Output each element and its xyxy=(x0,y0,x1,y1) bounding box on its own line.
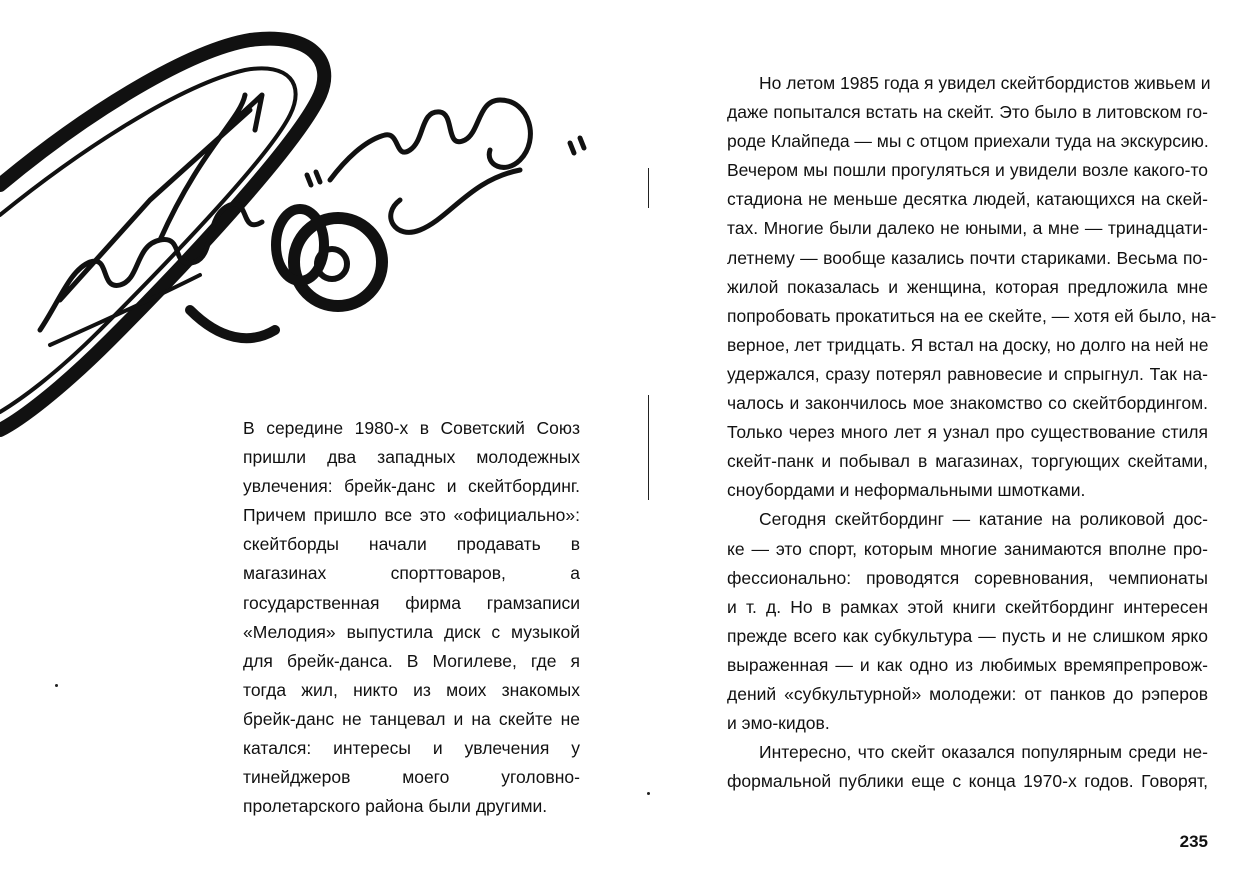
right-text-line: фессионально: проводятся соревнования, чемпионаты xyxy=(727,567,1208,588)
right-text-line: сноубордами и неформальными шмотками. xyxy=(727,480,1086,501)
right-text-line: Только через много лет я узнал про существование стиля xyxy=(727,422,1208,443)
right-text-line: скейт-панк и побывал в магазинах, торгующих скейтами, xyxy=(727,451,1208,472)
print-speck xyxy=(647,792,650,795)
page-number: 235 xyxy=(1179,832,1208,851)
deck-inner-edge xyxy=(0,68,296,412)
open-quote-mark xyxy=(307,172,320,185)
right-text-line: Вечером мы пошли прогуляться и увидели возле какого-то xyxy=(727,160,1208,181)
gutter-mark-middle xyxy=(648,395,649,500)
right-text-line: тах. Многие были далеко не юными, а мне — тринадцати- xyxy=(727,218,1208,239)
close-quote-mark xyxy=(570,138,584,153)
gutter-mark-upper xyxy=(648,168,649,208)
right-text-line: даже попытался встать на скейт. Это было в литовском го- xyxy=(727,102,1208,123)
right-text-line: чалось и закончилось мое знакомство со скейтбордингом. xyxy=(727,393,1208,414)
print-speck xyxy=(55,684,58,687)
right-text-line: верное, лет тридцать. Я встал на доску, но долго на ней не xyxy=(727,334,1209,355)
right-text-line: удержался, сразу потерял равновесие и спрыгнул. Так на- xyxy=(727,363,1208,384)
wheel-front xyxy=(294,218,382,306)
right-text-line: попробовать прокатиться на ее скейте, — хотя ей было, на- xyxy=(727,305,1217,326)
left-paragraph: В середине 1980-х в Советский Союз пришли два западных молодежных увлечения: брейк-данс и скейтбординг. Причем пришло все это «официально»: скейтборды начали продавать в магазинах спорттоваров, а государственная фирма грамзаписи «Мелодия» выпустила диск с музыкой для брейк-данса. В Могилеве, где я тогда жил, никто из моих знакомых брейк-данс не танцевал и на скейте не катался: интересы и увлечения у тинейджеров моего уголовно-пролетарского района были другими. xyxy=(243,418,580,817)
right-text-line: жилой показалась и женщина, которая предложила мне xyxy=(727,276,1208,297)
right-text-line: и эмо-кидов. xyxy=(727,713,830,734)
right-text-line: и т. д. Но в рамках этой книги скейтбординг интересен xyxy=(727,596,1208,617)
left-page-text xyxy=(243,414,580,821)
right-text-line: дений «субкультурной» молодежи: от панков до рэперов xyxy=(727,683,1208,704)
right-text-line: выраженная — и как одно из любимых времяпрепровож- xyxy=(727,654,1208,675)
right-text-line: роде Клайпеда — мы с отцом приехали туда на экскурсию. xyxy=(727,131,1209,152)
right-text-line: Сегодня скейтбординг — катание на роликовой дос- xyxy=(759,509,1208,530)
right-text-line: ке — это спорт, которым многие занимаются вполне про- xyxy=(727,538,1208,559)
right-text-line: формальной публики еще с конца 1970-х годов. Говорят, xyxy=(727,771,1208,792)
right-page-text xyxy=(727,69,1217,796)
right-text-line: Интересно, что скейт оказался популярным среди не- xyxy=(759,742,1208,763)
right-text-line: стадиона не меньше десятка людей, катающихся на скей- xyxy=(727,189,1208,210)
right-text-line: Но летом 1985 года я увидел скейтбордистов живьем и xyxy=(759,73,1211,93)
skateboard-illustration xyxy=(0,0,610,470)
snano-graffiti xyxy=(330,100,530,232)
right-text-line: прежде всего как субкультура — пусть и не слишком ярко xyxy=(727,625,1208,646)
right-text-line: летнему — вообще казались почти стариками. Весьма по- xyxy=(727,247,1208,268)
